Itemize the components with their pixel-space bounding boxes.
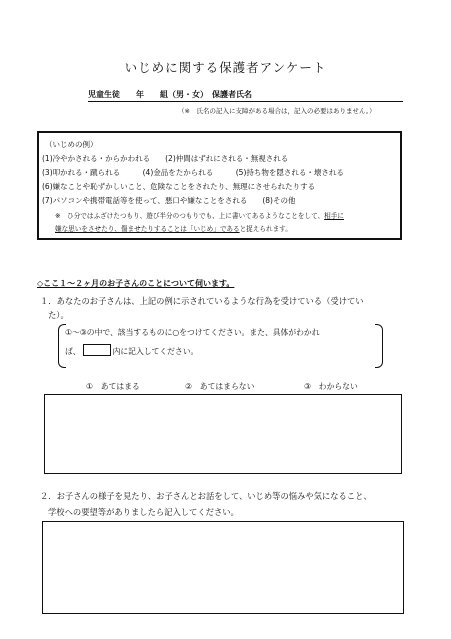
examples-note-line1: ※ ひ分ではふざけたつもり、遊び半分のつもりでも、上に書いてあるようなことをして、相手に xyxy=(55,212,344,220)
name-underline xyxy=(88,101,403,102)
section-heading: ◇ここ１～２ヶ月のお子さんのことについて伺います。 xyxy=(37,279,235,288)
example-line: (3)叩かれる・蹴られる (4)金品をたかられる (5)持ち物を隠される・壊される xyxy=(42,168,344,177)
question1-text: １．あなたのお子さんは、上記の例に示されているような行為を受けている（受けてい xyxy=(40,296,364,306)
instruction-bracket-right xyxy=(375,324,383,368)
privacy-note: （※ 氏名の記入に支障がある場合は，記入の必要はありません。） xyxy=(178,107,376,115)
instruction-line2: ば、 内に記入してください。 xyxy=(65,344,198,357)
option-unknown[interactable]: ③ わからない xyxy=(304,382,358,391)
examples-heading: （いじめの例） xyxy=(45,140,98,149)
option-applies[interactable]: ① あてはまる xyxy=(86,382,140,391)
example-line: (7)パソコンや携帯電話等を使って、悪口や嫌なことをされる (8)その他 xyxy=(42,196,296,205)
question2-text-cont: 学校への要望等がありましたら記入してください。 xyxy=(48,507,239,517)
example-line: (6)嫌なことや恥ずかしいこと、危険なことをされたり、無理にさせられたりする xyxy=(42,182,316,191)
answer-box-question1[interactable] xyxy=(44,394,402,474)
question2-text: ２．お子さんの様子を見たり、お子さんとお話をして、いじめ等の悩みや気になること、 xyxy=(40,491,372,501)
examples-note-line2: 嫌な思いをさせたり、傷ませたりすることは「いじめ」であると捉えられます。 xyxy=(55,225,292,233)
answer-box-question2[interactable] xyxy=(42,521,404,614)
instruction-line1: ①～③の中で、該当するものに○をつけてください。また、具体がわかれ xyxy=(65,328,320,337)
student-info-line: 児童生徒 年 組（男・女） 保護者氏名 xyxy=(88,90,252,99)
question1-text-cont: た）。 xyxy=(48,310,69,320)
option-not-applies[interactable]: ② あてはまらない xyxy=(185,382,255,391)
example-line: (1)冷やかされる・からかわれる (2)仲間はずれにされる・無視される xyxy=(42,154,289,163)
inline-entry-box xyxy=(83,344,111,356)
page-title: いじめに関する保護者アンケート xyxy=(124,60,327,75)
